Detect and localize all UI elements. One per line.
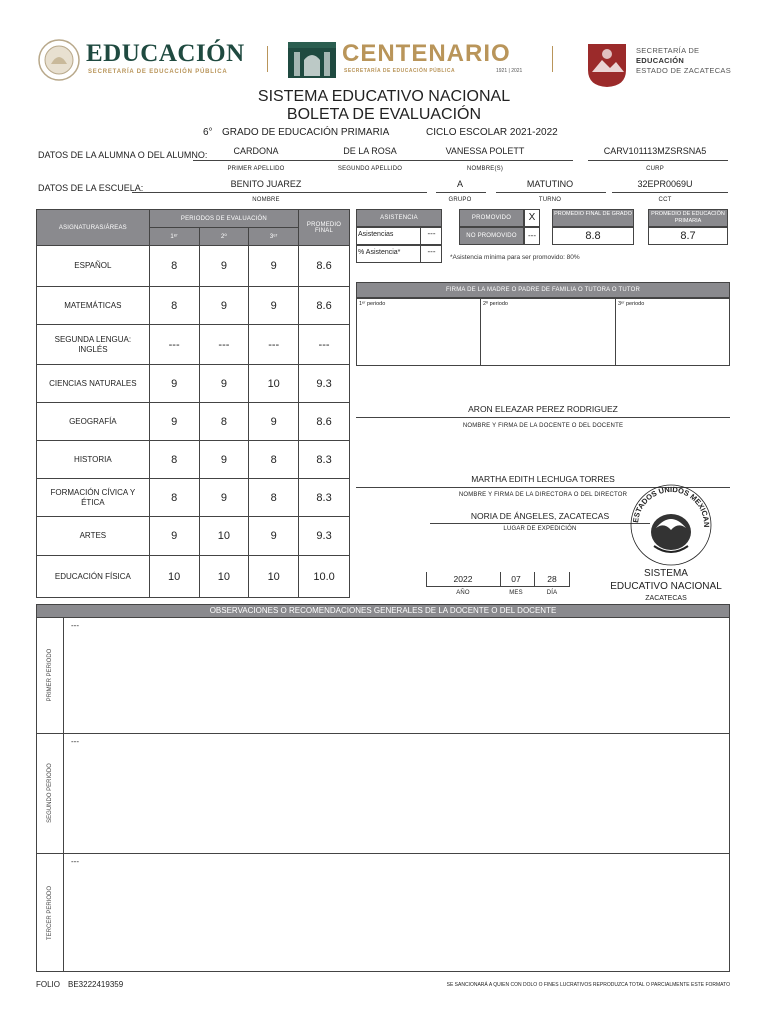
seal-line1: SISTEMA xyxy=(644,568,688,579)
lbl-school-name: NOMBRE xyxy=(252,197,280,203)
grade-period-3: --- xyxy=(249,325,299,365)
subject-name: SEGUNDA LENGUA: INGLÉS xyxy=(37,325,150,365)
lbl-cct: CCT xyxy=(658,197,672,203)
grade-avg-header: PROMEDIO FINAL DE GRADO xyxy=(552,209,634,227)
obs-text-3: --- xyxy=(71,857,79,866)
primary-avg-header: PROMEDIO DE EDUCACIÓN PRIMARIA xyxy=(648,209,728,227)
date-day: 28 xyxy=(547,574,557,584)
school-shift: MATUTINO xyxy=(526,179,574,189)
folio-label: FOLIO xyxy=(36,980,61,989)
school-line xyxy=(132,192,427,193)
subject-name: ESPAÑOL xyxy=(37,246,150,287)
group-line xyxy=(436,192,486,193)
hdr-period-1: 1ᵉʳ xyxy=(149,228,199,246)
student-curp: CARV101113MZSRSNA5 xyxy=(603,146,707,156)
obs-label-1: PRIMER PERIODO xyxy=(47,648,53,702)
grade-period-2: --- xyxy=(199,325,249,365)
lbl-attendances: Asistencias xyxy=(358,231,394,238)
date-tick-2 xyxy=(500,572,501,586)
parent-sig-p1: 1ᵉʳ periodo xyxy=(359,301,386,307)
date-tick-3 xyxy=(534,572,535,586)
grade-period-2: 10 xyxy=(199,556,249,598)
zacatecas-shield-icon xyxy=(586,42,628,88)
lbl-group: GRUPO xyxy=(448,197,472,203)
parent-sig-p2: 2º periodo xyxy=(483,301,508,307)
grade-period-2: 9 xyxy=(199,365,249,403)
grade-row xyxy=(37,246,350,287)
teacher-name: ARON ELEAZAR PEREZ RODRIGUEZ xyxy=(468,404,618,414)
grade-number: 6° xyxy=(203,127,213,138)
grade-period-2: 8 xyxy=(199,403,249,441)
director-label: NOMBRE Y FIRMA DE LA DIRECTORA O DEL DIRECTOR xyxy=(458,492,628,498)
grade-period-2: 10 xyxy=(199,517,249,556)
header-divider xyxy=(267,46,268,72)
teacher-line xyxy=(356,417,730,418)
curp-line xyxy=(588,160,728,161)
obs-row-divider-2 xyxy=(36,853,730,854)
lbl-year: AÑO xyxy=(456,590,470,596)
val-attendance-pct: --- xyxy=(427,247,436,256)
val-attendances: --- xyxy=(427,229,436,238)
grade-final: 8.3 xyxy=(299,479,350,517)
obs-label-2: SEGUNDO PERIODO xyxy=(47,763,53,823)
title-line1: SISTEMA EDUCATIVO NACIONAL xyxy=(257,88,511,105)
sep-subtitle: SECRETARÍA DE EDUCACIÓN PÚBLICA xyxy=(88,69,228,75)
centenario-years: 1921 | 2021 xyxy=(496,68,523,74)
attendance-header: ASISTENCIA xyxy=(356,209,442,227)
obs-label-3: TERCER PERIODO xyxy=(47,886,53,941)
folio-number: BE3222419359 xyxy=(68,980,124,989)
header-divider-2 xyxy=(552,46,553,72)
grade-final: 8.6 xyxy=(299,287,350,325)
obs-row-divider-1 xyxy=(36,733,730,734)
seal-line3: ZACATECAS xyxy=(645,595,687,602)
parent-sig-box-2 xyxy=(480,298,616,366)
observations-col-divider xyxy=(63,617,64,972)
grade-period-1: 8 xyxy=(149,479,199,517)
lbl-attendance-pct: % Asistencia* xyxy=(358,249,401,256)
grade-final: 8.6 xyxy=(299,403,350,441)
grade-period-3: 9 xyxy=(249,403,299,441)
shift-line xyxy=(496,192,606,193)
mexico-shield-icon xyxy=(36,38,82,82)
grade-final: 8.3 xyxy=(299,441,350,479)
student-first-surname: CARDONA xyxy=(233,146,279,156)
lbl-curp: CURP xyxy=(646,166,664,172)
school-cycle: CICLO ESCOLAR 2021-2022 xyxy=(426,127,558,138)
subject-name: GEOGRAFÍA xyxy=(37,403,150,441)
sep-logo xyxy=(36,38,251,82)
zac-line1: SECRETARÍA DE xyxy=(636,46,700,55)
grade-final: 9.3 xyxy=(299,517,350,556)
school-cct: 32EPR0069U xyxy=(637,179,693,189)
date-tick-1 xyxy=(426,572,427,586)
subject-name: HISTORIA xyxy=(37,441,150,479)
hdr-period-3: 3ᵉʳ xyxy=(249,228,299,246)
grade-row xyxy=(37,517,350,556)
grade-period-1: 9 xyxy=(149,517,199,556)
grade-row xyxy=(37,403,350,441)
hdr-subjects: ASIGNATURAS/ÁREAS xyxy=(37,210,150,246)
grade-row xyxy=(37,441,350,479)
obs-text-1: --- xyxy=(71,621,79,630)
grade-text: GRADO DE EDUCACIÓN PRIMARIA xyxy=(222,127,390,138)
date-line xyxy=(426,586,570,587)
grade-period-3: 9 xyxy=(249,287,299,325)
grade-period-1: --- xyxy=(149,325,199,365)
building-icon xyxy=(286,40,338,80)
subject-name: EDUCACIÓN FÍSICA xyxy=(37,556,150,598)
grade-row xyxy=(37,365,350,403)
school-label: DATOS DE LA ESCUELA: xyxy=(38,183,144,193)
grades-table xyxy=(36,209,350,598)
promovido-mark: X xyxy=(524,209,540,227)
place-of-issue: NORIA DE ÁNGELES, ZACATECAS xyxy=(470,511,610,521)
grade-final: 8.6 xyxy=(299,246,350,287)
student-second-surname: DE LA ROSA xyxy=(343,146,397,156)
grade-period-1: 8 xyxy=(149,287,199,325)
no-promovido-label: NO PROMOVIDO xyxy=(459,227,524,245)
parent-sig-p3: 3ᵉʳ periodo xyxy=(618,301,645,307)
parent-sig-box-3 xyxy=(615,298,730,366)
student-label: DATOS DE LA ALUMNA O DEL ALUMNO: xyxy=(38,150,208,160)
title-line2: BOLETA DE EVALUACIÓN xyxy=(286,106,482,123)
seal-line2: EDUCATIVO NACIONAL xyxy=(610,581,722,592)
student-line xyxy=(193,160,573,161)
legal-notice: SE SANCIONARÁ A QUIEN CON DOLO O FINES LUCRATIVOS REPRODUZCA TOTAL O PARCIALMENTE ESTE FORMATO xyxy=(446,982,730,988)
lbl-names: NOMBRE(S) xyxy=(466,166,504,172)
grade-period-3: 9 xyxy=(249,246,299,287)
observations-header: OBSERVACIONES O RECOMENDACIONES GENERALES DE LA DOCENTE O DEL DOCENTE xyxy=(36,604,730,618)
place-line xyxy=(430,523,650,524)
zacatecas-logo xyxy=(586,42,736,90)
lbl-shift: TURNO xyxy=(538,197,562,203)
grade-row xyxy=(37,287,350,325)
zac-line2: EDUCACIÓN xyxy=(636,56,685,65)
subject-name: MATEMÁTICAS xyxy=(37,287,150,325)
subject-name: FORMACIÓN CÍVICA Y ÉTICA xyxy=(37,479,150,517)
attendance-note: *Asistencia mínima para ser promovido: 80% xyxy=(450,254,580,261)
grade-row xyxy=(37,325,350,365)
centenario-title: CENTENARIO xyxy=(342,40,511,67)
official-seal xyxy=(626,480,716,570)
subject-name: ARTES xyxy=(37,517,150,556)
grade-period-1: 10 xyxy=(149,556,199,598)
teacher-label: NOMBRE Y FIRMA DE LA DOCENTE O DEL DOCENTE xyxy=(462,423,624,429)
date-month: 07 xyxy=(511,574,521,584)
student-names: VANESSA POLETT xyxy=(445,146,525,156)
primary-avg-value: 8.7 xyxy=(648,227,728,245)
grade-period-3: 8 xyxy=(249,479,299,517)
director-name: MARTHA EDITH LECHUGA TORRES xyxy=(471,474,615,484)
grade-final: --- xyxy=(299,325,350,365)
grade-period-1: 9 xyxy=(149,403,199,441)
grade-period-2: 9 xyxy=(199,246,249,287)
grade-period-2: 9 xyxy=(199,441,249,479)
subject-name: CIENCIAS NATURALES xyxy=(37,365,150,403)
grade-row xyxy=(37,479,350,517)
grade-period-2: 9 xyxy=(199,479,249,517)
grade-final: 9.3 xyxy=(299,365,350,403)
grade-period-1: 8 xyxy=(149,441,199,479)
promovido-label: PROMOVIDO xyxy=(459,209,524,227)
grade-period-3: 9 xyxy=(249,517,299,556)
cct-line xyxy=(612,192,728,193)
eagle-seal-icon xyxy=(626,480,716,570)
parent-sig-box-1 xyxy=(356,298,481,366)
grade-row xyxy=(37,556,350,598)
lbl-first-surname: PRIMER APELLIDO xyxy=(227,166,285,172)
obs-text-2: --- xyxy=(71,737,79,746)
hdr-final: PROMEDIO FINAL xyxy=(299,210,350,246)
sep-title: EDUCACIÓN xyxy=(86,40,245,67)
no-promovido-mark: --- xyxy=(524,227,540,245)
grade-final: 10.0 xyxy=(299,556,350,598)
observations-frame xyxy=(36,617,730,972)
grade-period-1: 9 xyxy=(149,365,199,403)
lbl-second-surname: SEGUNDO APELLIDO xyxy=(337,166,403,172)
school-group: A xyxy=(456,179,463,189)
lbl-month: MES xyxy=(509,590,523,596)
seal-ring-text: ESTADOS UNIDOS MEXICAN xyxy=(631,484,712,528)
lbl-day: DÍA xyxy=(546,590,558,596)
parent-sig-header: FIRMA DE LA MADRE O PADRE DE FAMILIA O TUTORA O TUTOR xyxy=(356,282,730,298)
hdr-periods: PERIODOS DE EVALUACIÓN xyxy=(149,210,298,228)
grade-period-3: 10 xyxy=(249,556,299,598)
date-year: 2022 xyxy=(453,574,473,584)
place-label: LUGAR DE EXPEDICIÓN xyxy=(503,526,577,532)
zac-line3: ESTADO DE ZACATECAS xyxy=(636,66,732,75)
grade-period-3: 10 xyxy=(249,365,299,403)
grade-period-2: 9 xyxy=(199,287,249,325)
grade-period-3: 8 xyxy=(249,441,299,479)
grade-period-1: 8 xyxy=(149,246,199,287)
school-name: BENITO JUAREZ xyxy=(230,179,302,189)
date-tick-4 xyxy=(569,572,570,586)
centenario-subtitle: SECRETARÍA DE EDUCACIÓN PÚBLICA xyxy=(344,68,456,74)
grade-avg-value: 8.8 xyxy=(552,227,634,245)
hdr-period-2: 2º xyxy=(199,228,249,246)
centenario-logo xyxy=(286,38,536,82)
